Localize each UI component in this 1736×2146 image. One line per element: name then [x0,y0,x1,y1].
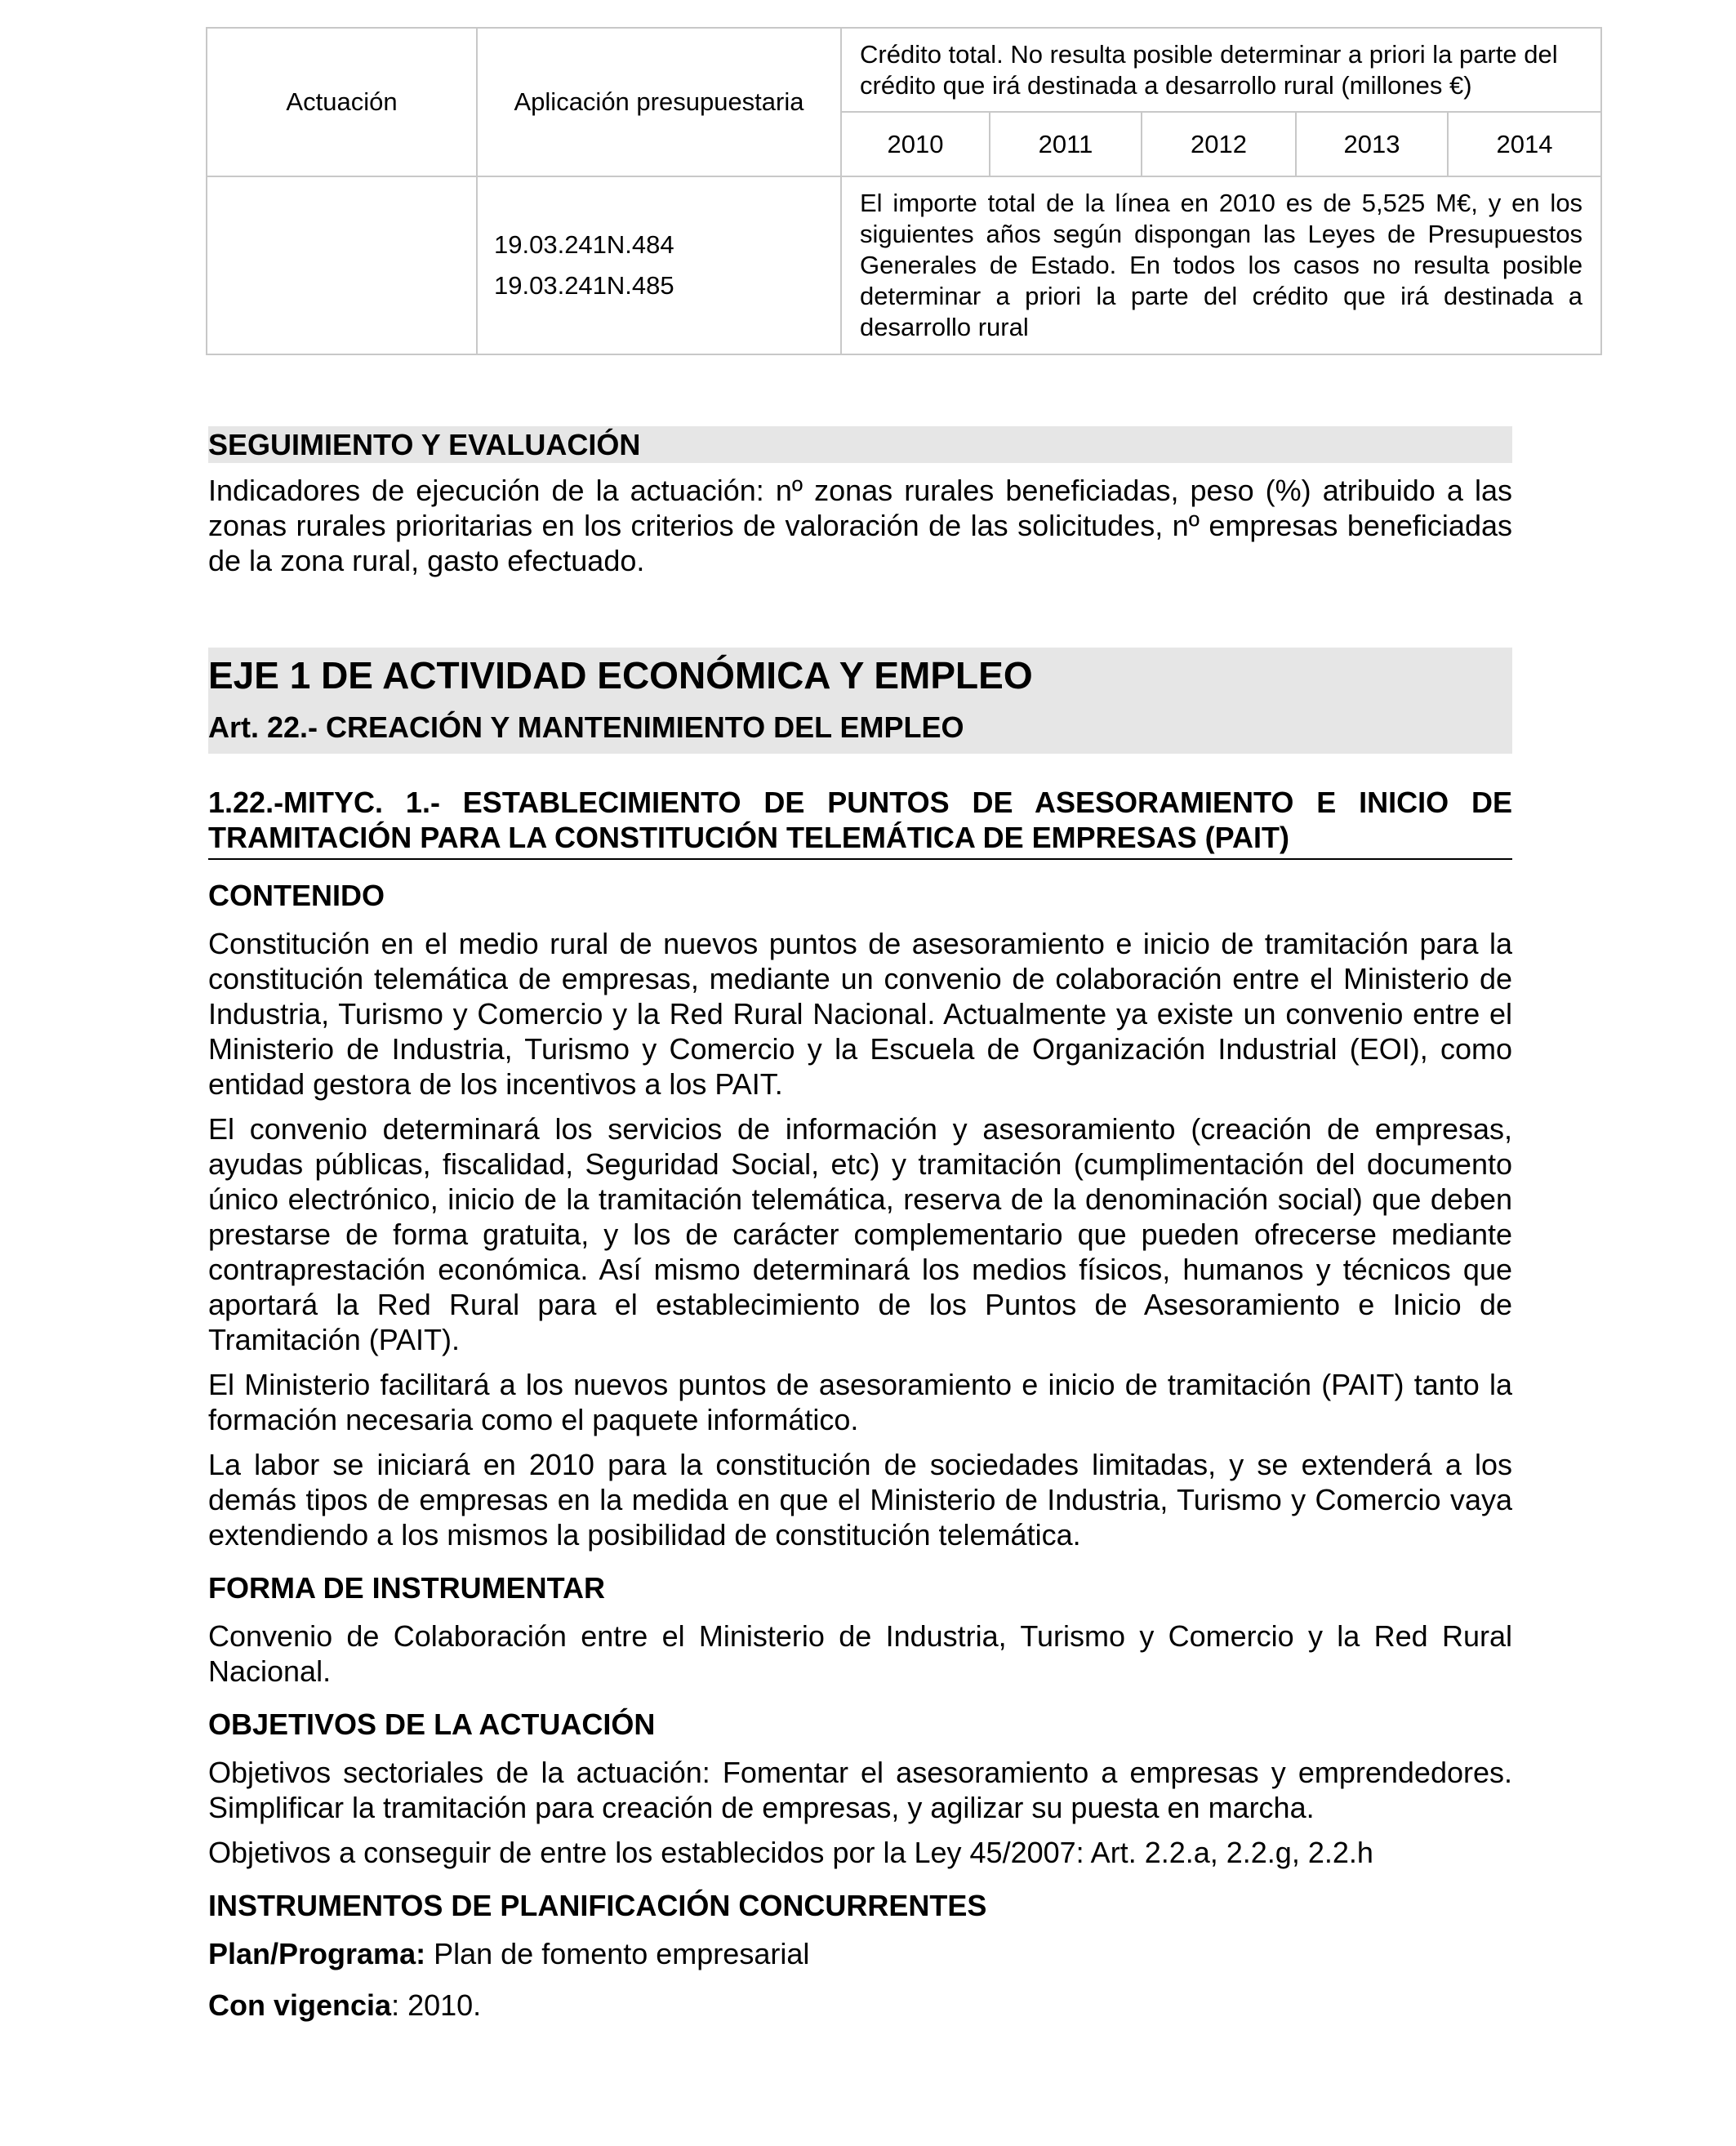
objetivos-heading: OBJETIVOS DE LA ACTUACIÓN [208,1707,656,1741]
col-header-aplicacion: Aplicación presupuestaria [477,28,841,176]
table-row [207,176,1601,354]
col-header-actuacion: Actuación [207,28,477,176]
year-2013: 2013 [1296,112,1448,176]
contenido-paragraph: El Ministerio facilitará a los nuevos puntos de asesoramiento e inicio de tramitación (PAIT) tanto la formación necesaria como el paquete informático. [208,1368,1512,1436]
budget-code: 19.03.241N.484 [494,230,674,259]
seguimiento-heading: SEGUIMIENTO Y EVALUACIÓN [208,426,1512,463]
year-2012: 2012 [1142,112,1296,176]
document-body [208,426,1512,2023]
vigencia-line [208,1988,1512,2023]
objetivos-ley: Objetivos a conseguir de entre los establecidos por la Ley 45/2007: Art. 2.2.a, 2.2.g, 2.2.h [208,1836,1373,1869]
contenido-paragraph: El convenio determinará los servicios de información y asesoramiento (creación de empresas, ayudas públicas, fiscalidad, Seguridad Social, etc) y tramitación (cumplimentación del documento único electrónico, inicio de la tramitación telemática, reserva de la denominación social) que deben prestarse de forma gratuita, y los de carácter complementario que pueden ofrecerse mediante contraprestación económica. Así mismo determinará los medios físicos, humanos y técnicos que aportará la Red Rural para el establecimiento de los Puntos de Asesoramiento e Inicio de Tramitación (PAIT). [208,1112,1512,1356]
year-2014: 2014 [1448,112,1601,176]
plan-label: Plan/Programa: [208,1937,426,1970]
vigencia-label: Con vigencia [208,1988,392,2022]
forma-heading: FORMA DE INSTRUMENTAR [208,1571,605,1605]
objetivos-sectoriales: Objetivos sectoriales de la actuación: Fomentar el asesoramiento a empresas y emprendedores. Simplificar la tramitación para creación de empresas, y agilizar su puesta en marcha. [208,1756,1512,1824]
contenido-paragraph: Constitución en el medio rural de nuevos puntos de asesoramiento e inicio de tramitación para la constitución telemática de empresas, mediante un convenio de colaboración entre el Ministerio de Industria, Turismo y Comercio y la Red Rural Nacional. Actualmente ya existe un convenio entre el Ministerio de Industria, Turismo y Comercio y la Escuela de Organización Industrial (EOI), como entidad gestora de los incentivos a los PAIT. [208,927,1512,1101]
forma-text: Convenio de Colaboración entre el Ministerio de Industria, Turismo y Comercio y la Red Rural Nacional. [208,1619,1512,1688]
vigencia-value: : 2010. [391,1988,482,2022]
cell-actuacion [207,176,477,354]
contenido-paragraph: La labor se iniciará en 2010 para la constitución de sociedades limitadas, y se extenderá a los demás tipos de empresas en la medida en que el Ministerio de Industria, Turismo y Comercio vaya extendiendo a los mismos la posibilidad de constitución telemática. [208,1448,1512,1552]
article-title: Art. 22.- CREACIÓN Y MANTENIMIENTO DEL EMPLEO [208,710,964,744]
seguimiento-text: Indicadores de ejecución de la actuación: nº zonas rurales beneficiadas, peso (%) atribuido a las zonas rurales prioritarias en los criterios de valoración de las solicitudes, nº empresas beneficiadas de la zona rural, gasto efectuado. [208,474,1512,577]
actuacion-title: 1.22.-MITYC. 1.- ESTABLECIMIENTO DE PUNTOS DE ASESORAMIENTO E INICIO DE TRAMITACIÓN PARA LA CONSTITUCIÓN TELEMÁTICA DE EMPRESAS (PAIT) [208,785,1512,860]
contenido-heading: CONTENIDO [208,879,385,912]
plan-value: Plan de fomento empresarial [425,1937,810,1970]
col-header-credito: Crédito total. No resulta posible determinar a priori la parte del crédito que irá destinada a desarrollo rural (millones €) [841,28,1601,112]
cell-amount: El importe total de la línea en 2010 es de 5,525 M€, y en los siguientes años según dispongan las Leyes de Presupuestos Generales de Estado. En todos los casos no resulta posible determinar a priori la parte del crédito que irá destinada a desarrollo rural [841,176,1601,354]
cell-aplicacion [477,176,841,354]
budget-table [206,27,1602,355]
year-2011: 2011 [990,112,1142,176]
eje-title: EJE 1 DE ACTIVIDAD ECONÓMICA Y EMPLEO [208,654,1033,697]
instrumentos-heading: INSTRUMENTOS DE PLANIFICACIÓN CONCURRENTES [208,1889,987,1922]
year-2010: 2010 [841,112,990,176]
eje-banner [208,648,1512,754]
budget-code: 19.03.241N.485 [494,271,674,300]
plan-programa-line [208,1936,1512,1971]
